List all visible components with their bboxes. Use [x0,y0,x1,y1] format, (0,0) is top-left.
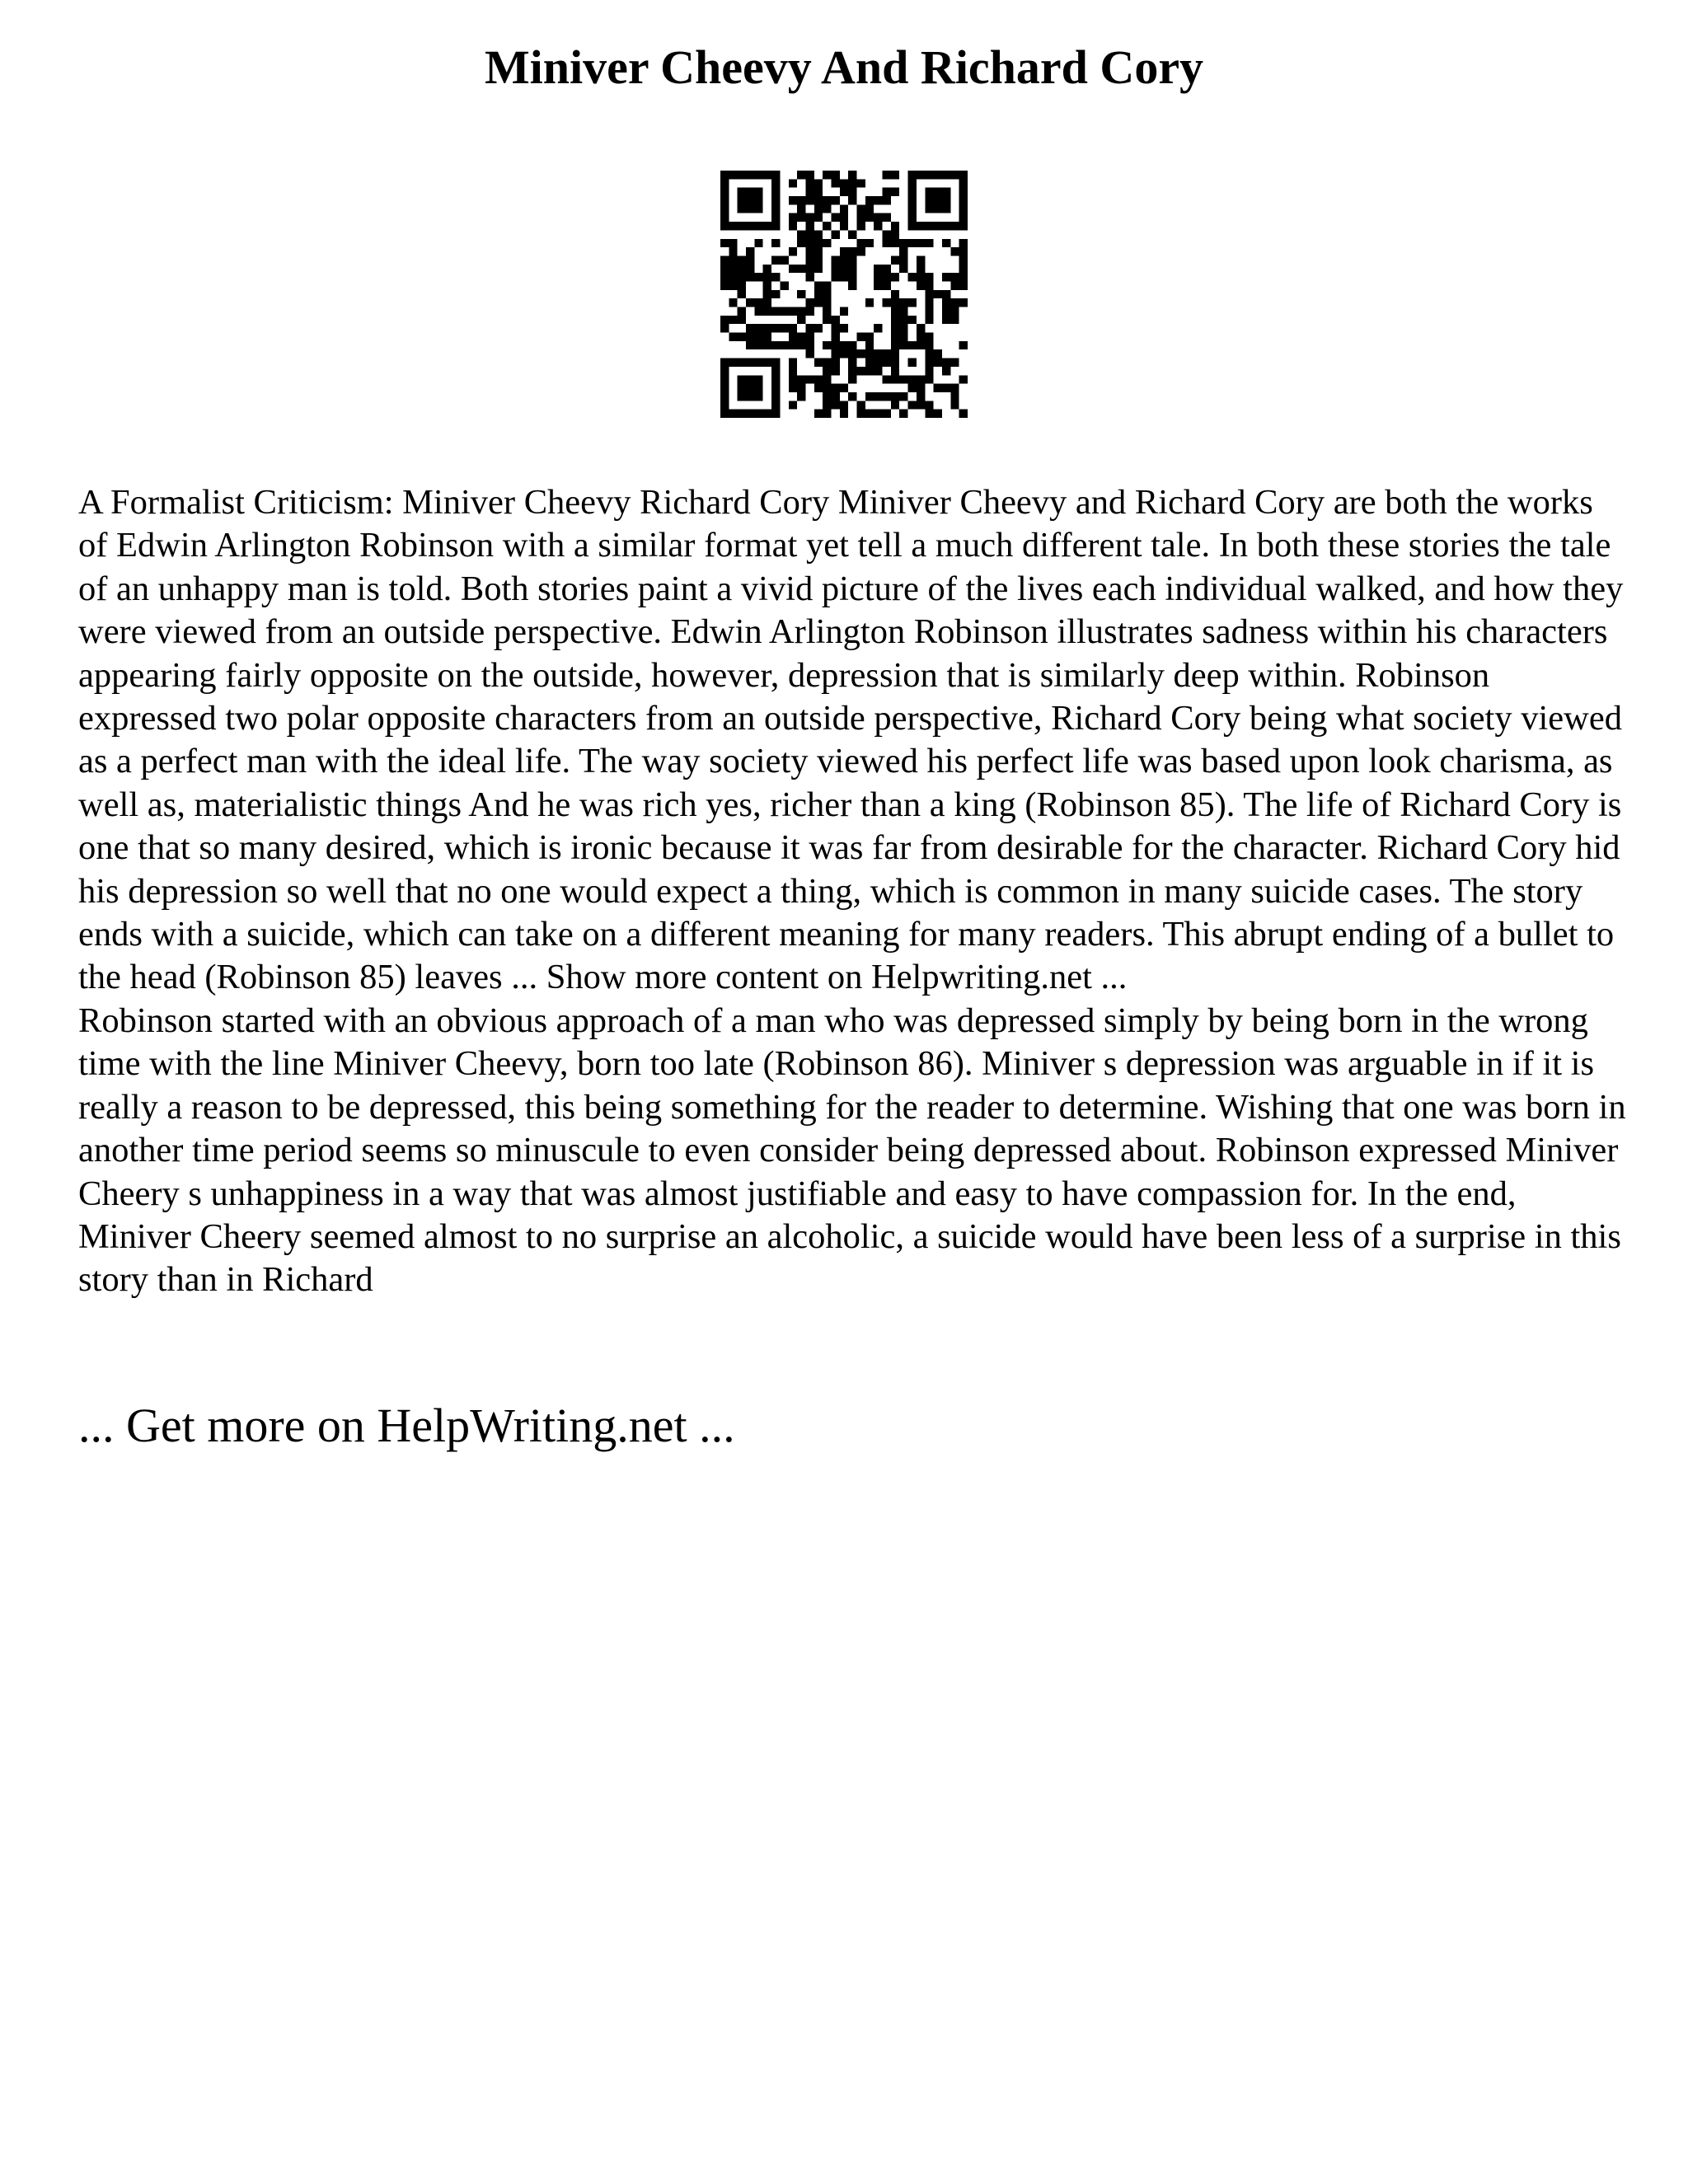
essay-paragraph: A Formalist Criticism: Miniver Cheevy Richard Cory Miniver Cheevy and Richard Cory are both the works of Edwin Arlington Robinson with a similar format yet tell a much different tale. In both these stories the tale of an unhappy man is told. Both stories paint a vivid picture of the lives each individual walked, and how they were viewed from an outside perspective. Edwin Arlington Robinson illustrates sadness within his characters appearing fairly opposite on the outside, however, depression that is similarly deep within. Robinson expressed two polar opposite characters from an outside perspective, Richard Cory being what society viewed as a perfect man with the ideal life. The way society viewed his perfect life was based upon look charisma, as well as, materialistic things And he was rich yes, richer than a king (Robinson 85). The life of Richard Cory is one that so many desired, which is ironic because it was far from desirable for the character. Richard Cory hid his depression so well that no one would expect a thing, which is common in many suicide cases. The story ends with a suicide, which can take on a different meaning for many readers. This abrupt ending of a bullet to the head (Robinson 85) leaves ... Show more content on Helpwriting.net ... [78,483,1624,997]
page-title: Miniver Cheevy And Richard Cory [484,40,1204,94]
qr-code-icon[interactable] [720,171,968,418]
essay-body [78,481,1628,1302]
get-more-link[interactable]: ... Get more on HelpWriting.net ... [78,1399,735,1452]
essay-paragraph: Robinson started with an obvious approach of a man who was depressed simply by being born in the wrong time with the line Miniver Cheevy, born too late (Robinson 86). Miniver s depression was arguable in if it is really a reason to be depressed, this being something for the reader to determine. Wishing that one was born in another time period seems so minuscule to even consider being depressed about. Robinson expressed Miniver Cheery s unhappiness in a way that was almost justifiable and easy to have compassion for. In the end, Miniver Cheery seemed almost to no surprise an alcoholic, a suicide would have been less of a surprise in this story than in Richard [78,1001,1626,1300]
